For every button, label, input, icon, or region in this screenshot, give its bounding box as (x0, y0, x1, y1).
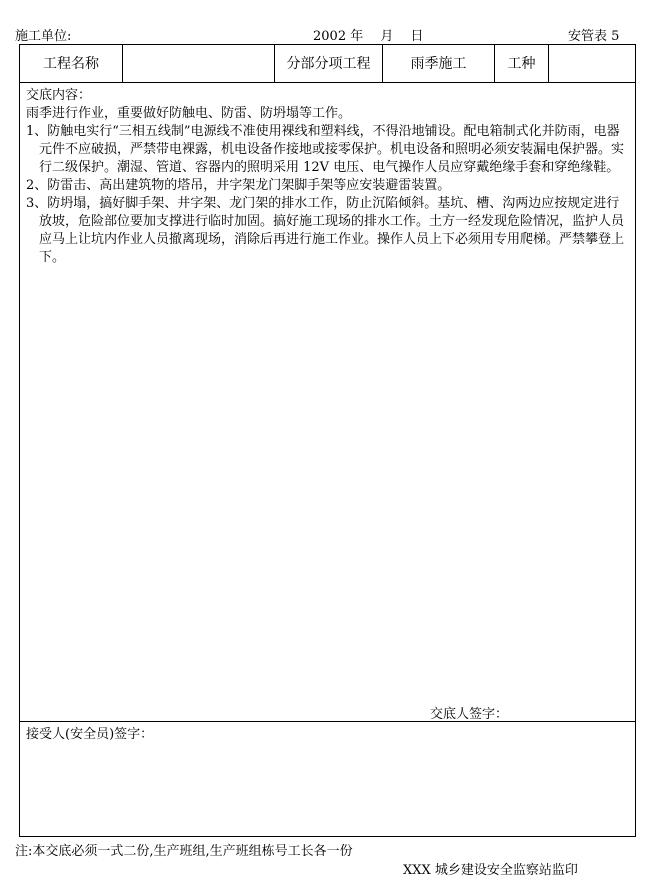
briefing-content (26, 87, 628, 267)
list-item (26, 195, 628, 267)
divider (20, 721, 635, 722)
briefer-signature-label: 交底人签字： (430, 707, 509, 722)
item-number: 1、 (26, 124, 48, 139)
item-number: 2、 (26, 178, 48, 193)
receiver-signature-label: 接受人(安全员)签字： (26, 727, 154, 742)
trade-label: 工种 (507, 56, 536, 72)
project-name-value[interactable] (123, 45, 274, 83)
construction-unit-label: 施工单位: (15, 29, 72, 44)
content-heading: 交底内容： (26, 88, 92, 103)
trade-value[interactable] (549, 45, 635, 83)
item-number: 3、 (26, 196, 48, 211)
issuer-stamp-text: XXX 城乡建设安全监察站监印 (403, 863, 578, 878)
footer-note: 注:本交底必须一式二份,生产班组,生产班组栋号工长各一份 (15, 844, 353, 859)
content-intro: 雨季进行作业，重要做好防触电、防雷、防坍塌等工作。 (26, 106, 352, 121)
form-id: 安管表 5 (568, 29, 620, 44)
project-name-label: 工程名称 (43, 56, 99, 72)
list-item (26, 177, 628, 195)
item-text: 防触电实行“三相五线制”电源线不准使用裸线和塑料线，不得沿地铺设。配电箱制式化并防雨，电器元件不应破损，严禁带电裸露，机电设备作接地或接零保护。机电设备和照明必须安装漏电保护器。实行二级保护。潮湿、管道、容器内的照明采用 12V 电压、电气操作人员应穿戴绝缘手套和穿绝缘鞋。 (39, 124, 625, 175)
date-label: 2002 年 月 日 (313, 29, 424, 44)
sub-project-value: 雨季施工 (410, 56, 467, 72)
list-item (26, 123, 628, 177)
item-text: 防坍塌，搞好脚手架、井字架、龙门架的排水工作，防止沉陷倾斜。基坑、槽、沟两边应按规定进行放坡，危险部位要加支撑进行临时加固。搞好施工现场的排水工作。土方一经发现危险情况，监护人员应马上让坑内作业人员撤离现场，消除后再进行施工作业。操作人员上下必须用专用爬梯。严禁攀登上下。 (39, 196, 625, 265)
sub-project-label: 分部分项工程 (286, 56, 371, 72)
safety-briefing-form (19, 44, 636, 837)
item-text: 防雷击、高出建筑物的塔吊，井字架龙门架脚手架等应安装避雷装置。 (47, 178, 451, 193)
